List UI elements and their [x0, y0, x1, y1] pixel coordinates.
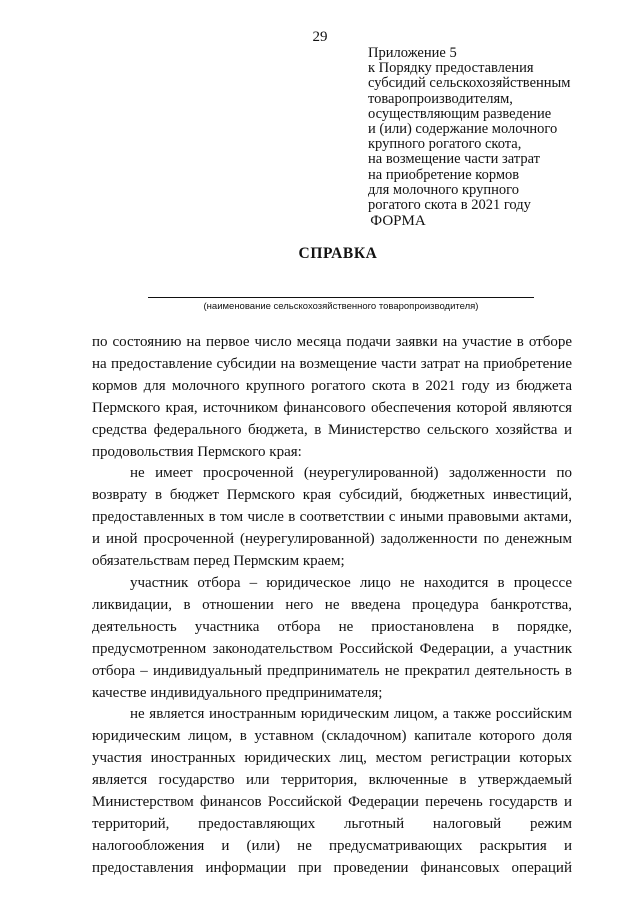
body-paragraph: участник отбора – юридическое лицо не находится в процессе ликвидации, в отношении него не введена процедура банкротства, деятельность участника отбора не приостановлена в порядке, предусмотренном законодательством Российской Федерации, а участник отбора – индивидуальный предприниматель не прекратил деятельность в качестве индивидуального предпринимателя;	[92, 574, 572, 701]
appendix-line: к Порядку предоставления	[368, 60, 534, 77]
appendix-line: на возмещение части затрат	[368, 151, 540, 168]
appendix-line: крупного рогатого скота,	[368, 136, 522, 153]
producer-name-line	[148, 297, 534, 298]
producer-name-caption: (наименование сельскохозяйственного товаропроизводителя)	[203, 301, 479, 312]
body-paragraph: не имеет просроченной (неурегулированной) задолженности по возврату в бюджет Пермского края субсидий, бюджетных инвестиций, предоставленных в том числе в соответствии с иными правовыми актами, и иной просроченной (неурегулированной) задолженности по денежным обязательствам перед Пермским краем;	[92, 465, 572, 570]
appendix-line: и (или) содержание молочного	[368, 121, 558, 138]
document-body	[92, 332, 572, 880]
appendix-line: товаропроизводителям,	[368, 90, 513, 107]
appendix-line: рогатого скота в 2021 году	[368, 197, 531, 214]
appendix-line: для молочного крупного	[368, 181, 519, 198]
appendix-line: на приобретение кормов	[368, 166, 520, 183]
appendix-line: осуществляющим разведение	[368, 105, 552, 122]
form-label: ФОРМА	[370, 213, 426, 229]
body-paragraph: по состоянию на первое число месяца подачи заявки на участие в отборе на предоставление субсидии на возмещение части затрат на приобретение кормов для молочного крупного рогатого скота в 2021 году из бюджета Пермского края, источником финансового обеспечения которой являются средства федерального бюджета, в Министерство сельского хозяйства и продовольствия Пермского края:	[92, 334, 572, 460]
appendix-line: Приложение 5	[368, 45, 457, 61]
appendix-header	[368, 46, 628, 213]
document-title: СПРАВКА	[298, 245, 378, 262]
appendix-line: субсидий сельскохозяйственным	[368, 75, 571, 92]
page-number: 29	[312, 29, 328, 45]
body-paragraph: не является иностранным юридическим лицом, а также российским юридическим лицом, в уставном (складочном) капитале которого доля участия иностранных юридических лиц, местом регистрации которых является государство или территория, включенные в утверждаемый Министерством финансов Российской Федерации перечень государств и территорий, предоставляющих льготный налоговый режим налогообложения и (или) не предусматривающих раскрытия и предоставления информации при проведении финансовых операций	[92, 706, 572, 876]
